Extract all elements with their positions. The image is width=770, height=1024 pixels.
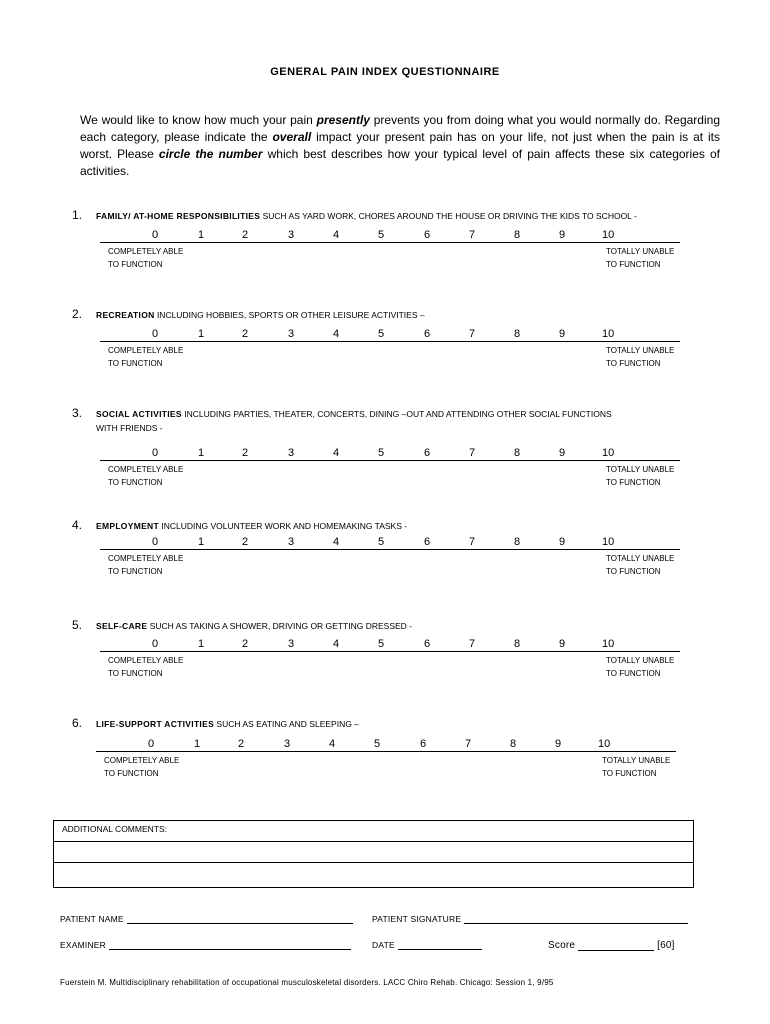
emphasis-presently: presently	[316, 113, 370, 127]
scale-option-6[interactable]: 6	[424, 536, 431, 548]
scale-line	[100, 460, 680, 461]
patient-name-field[interactable]: PATIENT NAME	[60, 914, 353, 924]
scale-option-8[interactable]: 8	[514, 447, 521, 459]
scale-option-5[interactable]: 5	[378, 638, 385, 650]
scale-option-3[interactable]: 3	[288, 536, 295, 548]
scale-option-5[interactable]: 5	[378, 447, 385, 459]
rating-scale-1	[100, 229, 680, 273]
question-number: 3.	[72, 406, 83, 420]
scale-option-10[interactable]: 10	[598, 738, 611, 750]
scale-option-4[interactable]: 4	[333, 447, 340, 459]
question-number: 4.	[72, 518, 83, 532]
scale-option-8[interactable]: 8	[510, 738, 517, 750]
question-description-cont: WITH FRIENDS -	[96, 423, 163, 433]
scale-option-1[interactable]: 1	[198, 229, 205, 241]
question-number: 2.	[72, 307, 83, 321]
scale-option-5[interactable]: 5	[374, 738, 381, 750]
scale-option-1[interactable]: 1	[198, 447, 205, 459]
scale-option-2[interactable]: 2	[242, 638, 249, 650]
question-4-heading	[72, 518, 712, 533]
scale-option-3[interactable]: 3	[288, 447, 295, 459]
scale-option-3[interactable]: 3	[288, 638, 295, 650]
scale-option-7[interactable]: 7	[469, 536, 476, 548]
rating-scale-4	[100, 536, 680, 580]
question-5-heading	[72, 618, 712, 633]
scale-option-0[interactable]: 0	[152, 328, 159, 340]
question-description: INCLUDING VOLUNTEER WORK AND HOMEMAKING TASKS -	[158, 521, 408, 531]
scale-option-6[interactable]: 6	[424, 328, 431, 340]
rating-scale-5	[100, 638, 680, 682]
scale-option-2[interactable]: 2	[242, 229, 249, 241]
scale-option-10[interactable]: 10	[602, 229, 615, 241]
examiner-field[interactable]: EXAMINER	[60, 940, 351, 950]
scale-option-0[interactable]: 0	[152, 638, 159, 650]
comments-line[interactable]	[54, 842, 693, 863]
scale-option-9[interactable]: 9	[559, 328, 566, 340]
scale-option-0[interactable]: 0	[148, 738, 155, 750]
scale-option-0[interactable]: 0	[152, 447, 159, 459]
scale-option-4[interactable]: 4	[333, 638, 340, 650]
scale-line	[100, 242, 680, 243]
scale-option-9[interactable]: 9	[559, 447, 566, 459]
scale-option-2[interactable]: 2	[242, 447, 249, 459]
question-3-heading	[72, 406, 712, 435]
intro-paragraph: We would like to know how much your pain presently prevents you from doing what you would normally do. Regarding each category, please indicate the overall impact your present pain has on your life, not just when the pain is at its worst. Please circle the number which best describes how your typical level of pain affects these six categories of activities.	[80, 113, 720, 178]
scale-right-label: TOTALLY UNABLE TO FUNCTION	[606, 656, 675, 678]
scale-option-6[interactable]: 6	[420, 738, 427, 750]
question-description: SUCH AS EATING AND SLEEPING –	[214, 719, 359, 729]
question-category: SOCIAL ACTIVITIES	[96, 409, 182, 419]
question-number: 5.	[72, 618, 83, 632]
scale-option-0[interactable]: 0	[152, 229, 159, 241]
scale-option-3[interactable]: 3	[288, 328, 295, 340]
scale-option-4[interactable]: 4	[329, 738, 336, 750]
question-description: SUCH AS YARD WORK, CHORES AROUND THE HOUSE OR DRIVING THE KIDS TO SCHOOL -	[260, 211, 637, 221]
scale-left-label: COMPLETELY ABLE TO FUNCTION	[104, 756, 180, 778]
question-category: RECREATION	[96, 310, 155, 320]
scale-option-5[interactable]: 5	[378, 229, 385, 241]
scale-option-7[interactable]: 7	[469, 638, 476, 650]
scale-right-label: TOTALLY UNABLE TO FUNCTION	[606, 247, 675, 269]
scale-option-8[interactable]: 8	[514, 328, 521, 340]
scale-option-7[interactable]: 7	[469, 229, 476, 241]
scale-option-10[interactable]: 10	[602, 638, 615, 650]
scale-left-label: COMPLETELY ABLE TO FUNCTION	[108, 465, 184, 487]
scale-option-9[interactable]: 9	[559, 229, 566, 241]
scale-option-0[interactable]: 0	[152, 536, 159, 548]
scale-option-10[interactable]: 10	[602, 328, 615, 340]
question-description: INCLUDING PARTIES, THEATER, CONCERTS, DINING –OUT AND ATTENDING OTHER SOCIAL FUNCTIONS	[181, 409, 612, 419]
page-title: GENERAL PAIN INDEX QUESTIONNAIRE	[270, 66, 500, 78]
scale-option-9[interactable]: 9	[555, 738, 562, 750]
scale-option-2[interactable]: 2	[238, 738, 245, 750]
scale-option-7[interactable]: 7	[469, 447, 476, 459]
question-1-heading	[72, 208, 712, 223]
question-2-heading	[72, 307, 712, 322]
scale-option-9[interactable]: 9	[559, 638, 566, 650]
emphasis-circle: circle the number	[158, 147, 263, 161]
scale-option-6[interactable]: 6	[424, 447, 431, 459]
question-category: LIFE-SUPPORT ACTIVITIES	[96, 719, 215, 729]
scale-right-label: TOTALLY UNABLE TO FUNCTION	[606, 346, 675, 368]
scale-option-4[interactable]: 4	[333, 229, 340, 241]
date-field[interactable]: DATE	[372, 940, 482, 950]
question-number: 1.	[72, 208, 83, 222]
scale-option-1[interactable]: 1	[198, 536, 205, 548]
scale-line	[96, 751, 676, 752]
scale-option-2[interactable]: 2	[242, 536, 249, 548]
comments-label: ADDITIONAL COMMENTS:	[54, 821, 693, 842]
scale-left-label: COMPLETELY ABLE TO FUNCTION	[108, 656, 184, 678]
scale-option-5[interactable]: 5	[378, 536, 385, 548]
question-category: FAMILY/ AT-HOME RESPONSIBILITIES	[96, 211, 261, 221]
question-6-heading	[72, 716, 712, 731]
scale-option-6[interactable]: 6	[424, 229, 431, 241]
scale-line	[100, 549, 680, 550]
scale-option-3[interactable]: 3	[284, 738, 291, 750]
footer-citation: Fuerstein M. Multidisciplinary rehabilitation of occupational musculoskeletal disorders. LACC Chiro Rehab. Chicago: Session 1, 9/95	[60, 978, 554, 987]
scale-option-8[interactable]: 8	[514, 536, 521, 548]
question-description: SUCH AS TAKING A SHOWER, DRIVING OR GETTING DRESSED -	[147, 621, 412, 631]
scale-option-3[interactable]: 3	[288, 229, 295, 241]
scale-option-2[interactable]: 2	[242, 328, 249, 340]
scale-left-label: COMPLETELY ABLE TO FUNCTION	[108, 247, 184, 269]
scale-option-10[interactable]: 10	[602, 447, 615, 459]
scale-option-1[interactable]: 1	[194, 738, 201, 750]
scale-line	[100, 341, 680, 342]
scale-option-7[interactable]: 7	[469, 328, 476, 340]
score-max: [60]	[657, 940, 675, 951]
scale-right-label: TOTALLY UNABLE TO FUNCTION	[606, 554, 675, 576]
scale-option-8[interactable]: 8	[514, 638, 521, 650]
scale-left-label: COMPLETELY ABLE TO FUNCTION	[108, 346, 184, 368]
scale-left-label: COMPLETELY ABLE TO FUNCTION	[108, 554, 184, 576]
rating-scale-6	[96, 738, 676, 782]
scale-option-1[interactable]: 1	[198, 328, 205, 340]
rating-scale-2	[100, 328, 680, 372]
question-description: INCLUDING HOBBIES, SPORTS OR OTHER LEISURE ACTIVITIES –	[154, 310, 425, 320]
scale-option-1[interactable]: 1	[198, 638, 205, 650]
scale-option-4[interactable]: 4	[333, 328, 340, 340]
question-number: 6.	[72, 716, 83, 730]
score-field[interactable]: Score [60]	[548, 940, 675, 951]
scale-right-label: TOTALLY UNABLE TO FUNCTION	[606, 465, 675, 487]
scale-right-label: TOTALLY UNABLE TO FUNCTION	[602, 756, 671, 778]
scale-option-6[interactable]: 6	[424, 638, 431, 650]
scale-option-7[interactable]: 7	[465, 738, 472, 750]
scale-option-5[interactable]: 5	[378, 328, 385, 340]
question-category: EMPLOYMENT	[96, 521, 159, 531]
rating-scale-3	[100, 447, 680, 491]
question-category: SELF-CARE	[96, 621, 148, 631]
emphasis-overall: overall	[272, 130, 312, 144]
patient-signature-field[interactable]: PATIENT SIGNATURE	[372, 914, 688, 924]
additional-comments-box[interactable]	[53, 820, 694, 888]
scale-option-9[interactable]: 9	[559, 536, 566, 548]
scale-option-4[interactable]: 4	[333, 536, 340, 548]
scale-option-8[interactable]: 8	[514, 229, 521, 241]
comments-line[interactable]	[54, 863, 693, 885]
scale-option-10[interactable]: 10	[602, 536, 615, 548]
scale-line	[100, 651, 680, 652]
